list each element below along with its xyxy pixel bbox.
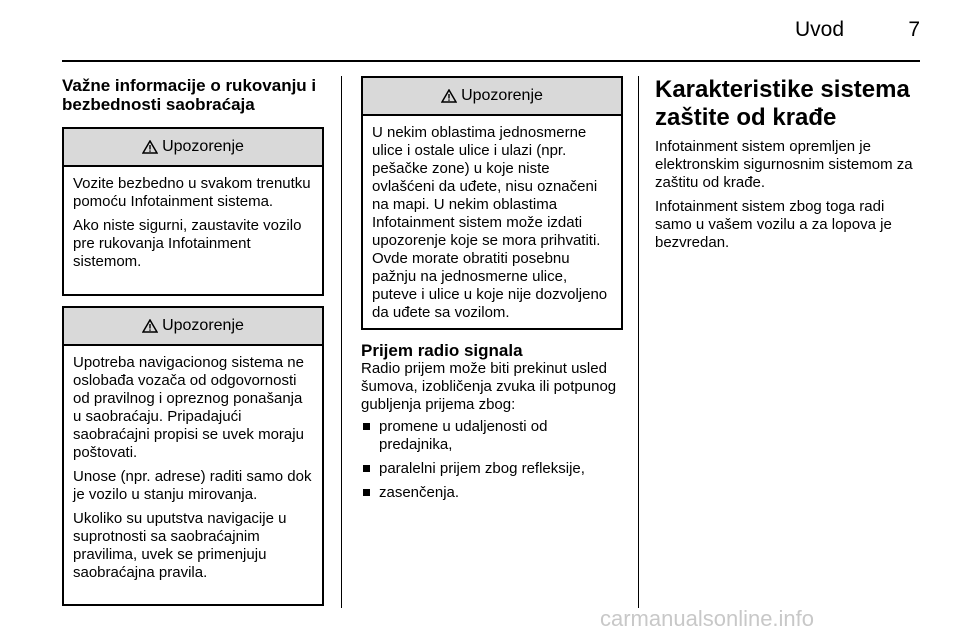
warning-paragraph: Upotreba navigacionog sistema ne oslobađa vozača od odgovornosti od pravilnog i opreznog ponašanja u saobraćaju. Pripadajući saobraćajni propisi se uvek moraju poštovati. [73, 354, 304, 461]
warning-paragraph: Ukoliko su uputstva navigacije u suprotnosti sa saobraćajnim pravilima, uvek se primenjuju saobraćajna pravila. [73, 510, 287, 581]
header-title: Uvod [794, 18, 844, 41]
list-item-text: paralelni prijem zbog refleksije, [379, 460, 585, 477]
radio-text: Radio prijem može biti prekinut usled šumova, izobličenja zvuka ili potpunog gubljenja prijema zbog: [361, 360, 617, 413]
warning-body [64, 346, 322, 589]
list-item [361, 418, 623, 454]
column-divider-left [341, 76, 342, 608]
column-2 [361, 76, 623, 508]
list-item-text: zasenčenja. [379, 484, 460, 501]
column-3 [655, 76, 923, 252]
warning-title: Upozorenje [162, 317, 244, 334]
warning-body [363, 116, 621, 329]
safety-heading: Važne informacije o rukovanju i bezbednosti saobraćaja [62, 76, 317, 114]
list-item [361, 484, 623, 502]
page-number: 7 [908, 18, 920, 41]
warning-triangle-icon [142, 140, 158, 154]
warning-box-header [363, 78, 621, 116]
warning-box-2 [62, 306, 324, 606]
column-divider-right [638, 76, 639, 608]
bullet-icon [363, 465, 370, 472]
warning-paragraph: Ako niste sigurni, zaustavite vozilo pre rukovanja Infotainment sistemom. [73, 217, 302, 270]
column-1 [62, 76, 324, 606]
radio-heading: Prijem radio signala [361, 341, 523, 360]
warning-body [64, 167, 322, 278]
warning-paragraph: U nekim oblastima jednosmerne ulice i ostale ulice i ulazi (npr. pešačke zone) u koje niste ovlašćeni da uđete, nisu označeni na mapi. U nekim oblastima Infotainment sistem može izdati upozorenje koje se mora prihvatiti. Ovde morate obratiti posebnu pažnju na jednosmerne ulice, puteve i ulice u koje nije dozvoljeno da uđete sa vozilom. [372, 124, 608, 321]
warning-box-header [64, 308, 322, 346]
warning-triangle-icon [441, 89, 457, 103]
anti-theft-paragraph: Infotainment sistem zbog toga radi samo u vašem vozilu a za lopova je bezvredan. [655, 198, 892, 251]
list-item-text: promene u udaljenosti od predajnika, [379, 418, 548, 453]
warning-paragraph: Unose (npr. adrese) raditi samo dok je vozilo u stanju mirovanja. [73, 468, 312, 503]
radio-bullet-list [361, 418, 623, 502]
warning-box-1 [62, 127, 324, 296]
bullet-icon [363, 489, 370, 496]
list-item [361, 460, 623, 478]
warning-box-3 [361, 76, 623, 330]
watermark: carmanualsonline.info [600, 606, 815, 631]
warning-paragraph: Vozite bezbedno u svakom trenutku pomoću Infotainment sistema. [73, 175, 311, 210]
anti-theft-heading: Karakteristike sistema zaštite od krađe [655, 76, 910, 131]
header-rule [62, 60, 920, 62]
warning-box-header [64, 129, 322, 167]
warning-triangle-icon [142, 319, 158, 333]
warning-title: Upozorenje [162, 138, 244, 155]
bullet-icon [363, 423, 370, 430]
warning-title: Upozorenje [461, 87, 543, 104]
anti-theft-paragraph: Infotainment sistem opremljen je elektronskim sigurnosnim sistemom za zaštitu od krađe. [655, 138, 913, 191]
